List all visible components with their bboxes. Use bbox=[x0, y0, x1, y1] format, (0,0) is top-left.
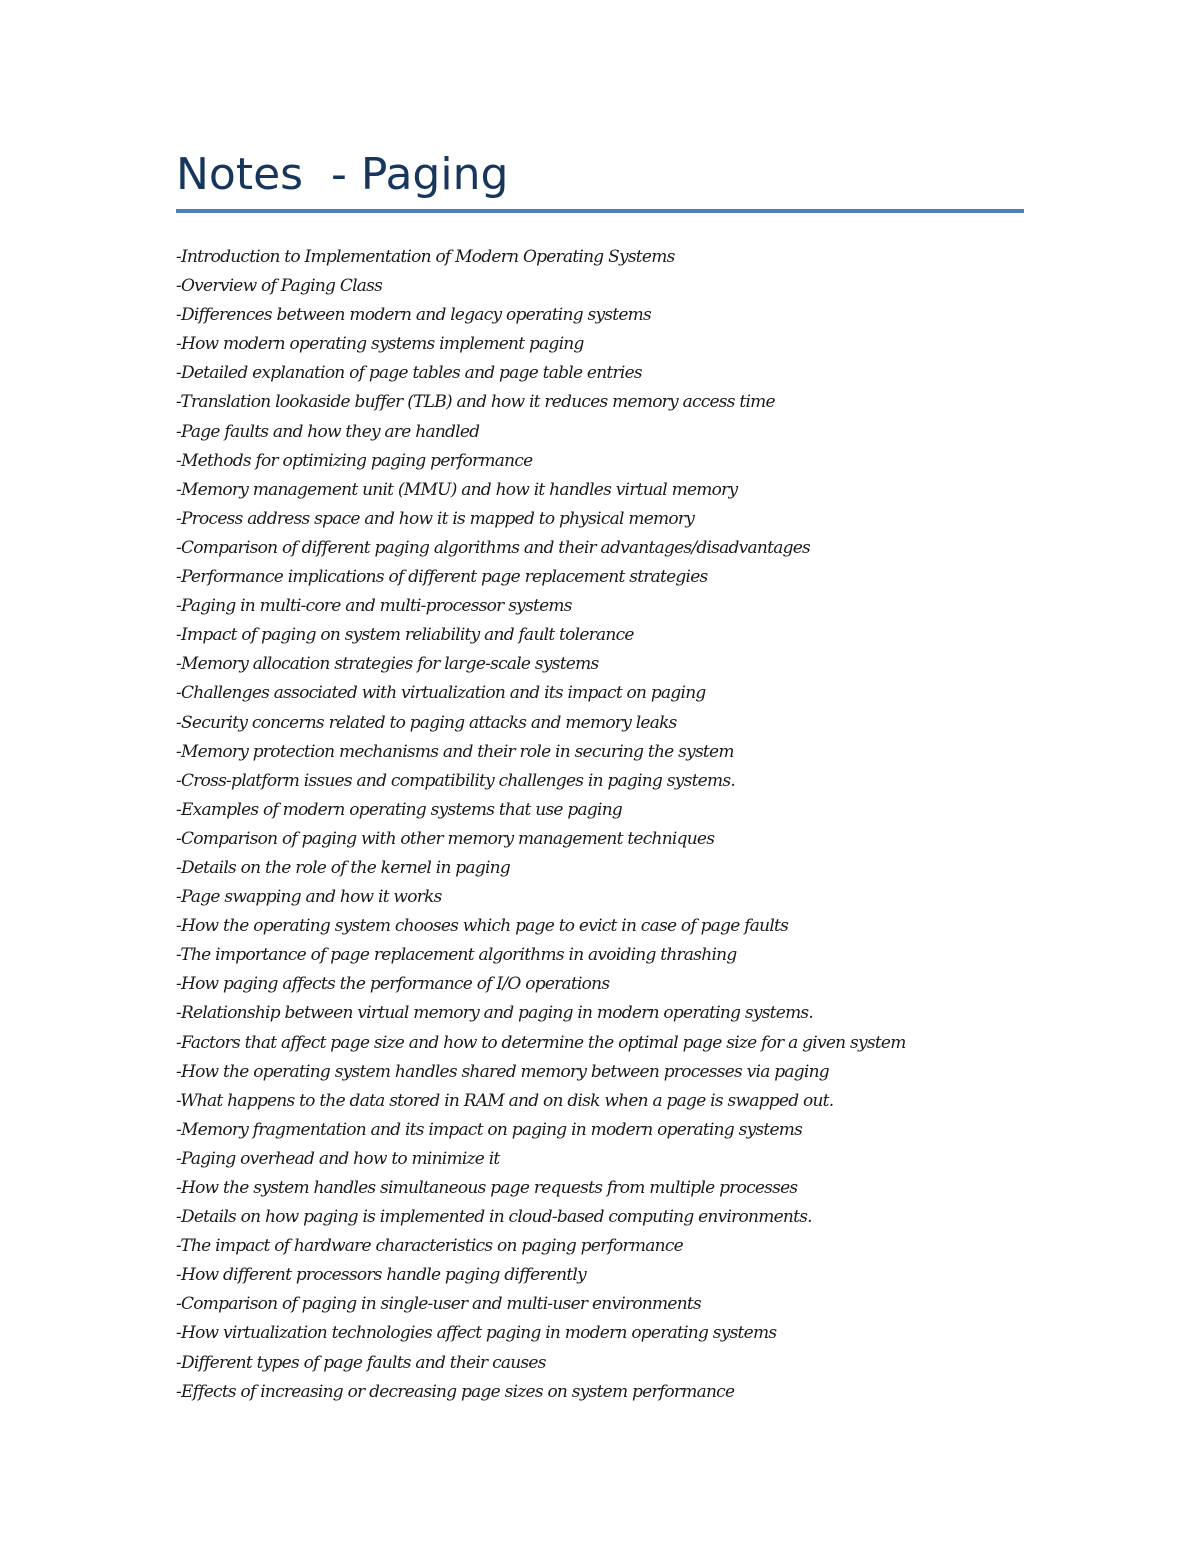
note-item: -Different types of page faults and their causes bbox=[176, 1352, 546, 1373]
note-item: -Detailed explanation of page tables and page table entries bbox=[176, 363, 642, 384]
note-item: -How virtualization technologies affect paging in modern operating systems bbox=[176, 1323, 777, 1344]
note-item: -Memory management unit (MMU) and how it handles virtual memory bbox=[176, 479, 738, 500]
note-item: -The importance of page replacement algorithms in avoiding thrashing bbox=[176, 945, 737, 966]
title-underline bbox=[176, 209, 1024, 213]
note-item: -Security concerns related to paging attacks and memory leaks bbox=[176, 712, 677, 733]
note-item: -Paging in multi-core and multi-processor systems bbox=[176, 596, 572, 617]
note-item: -Memory fragmentation and its impact on paging in modern operating systems bbox=[176, 1119, 803, 1140]
note-item: -What happens to the data stored in RAM and on disk when a page is swapped out. bbox=[176, 1090, 834, 1111]
note-item: -How different processors handle paging differently bbox=[176, 1265, 586, 1286]
note-item: -Page faults and how they are handled bbox=[176, 421, 480, 442]
note-item: -How paging affects the performance of I/O operations bbox=[176, 974, 610, 995]
note-item: -How the operating system handles shared memory between processes via paging bbox=[176, 1061, 829, 1082]
note-item: -Comparison of different paging algorithms and their advantages/disadvantages bbox=[176, 537, 810, 558]
note-item: -How the operating system chooses which page to evict in case of page faults bbox=[176, 916, 789, 937]
note-item: -Challenges associated with virtualization and its impact on paging bbox=[176, 683, 706, 704]
note-item: -Impact of paging on system reliability and fault tolerance bbox=[176, 625, 634, 646]
note-item: -Process address space and how it is mapped to physical memory bbox=[176, 508, 695, 529]
note-item: -Cross-platform issues and compatibility challenges in paging systems. bbox=[176, 770, 735, 791]
note-item: -Translation lookaside buffer (TLB) and how it reduces memory access time bbox=[176, 392, 775, 413]
note-item: -Effects of increasing or decreasing page sizes on system performance bbox=[176, 1381, 735, 1402]
note-item: -Relationship between virtual memory and paging in modern operating systems. bbox=[176, 1003, 814, 1024]
note-item: -Introduction to Implementation of Modern Operating Systems bbox=[176, 247, 675, 267]
note-item: -Differences between modern and legacy operating systems bbox=[176, 305, 652, 326]
note-item: -Page swapping and how it works bbox=[176, 887, 442, 908]
note-item: -Overview of Paging Class bbox=[176, 276, 383, 297]
note-item: -Details on how paging is implemented in cloud-based computing environments. bbox=[176, 1207, 812, 1228]
note-item: -How the system handles simultaneous page requests from multiple processes bbox=[176, 1178, 798, 1198]
page-title: Notes - Paging bbox=[176, 149, 509, 200]
note-item: -The impact of hardware characteristics on paging performance bbox=[176, 1236, 683, 1257]
note-item: -Paging overhead and how to minimize it bbox=[176, 1148, 500, 1169]
note-item: -How modern operating systems implement paging bbox=[176, 334, 584, 355]
note-item: -Comparison of paging with other memory management techniques bbox=[176, 828, 715, 849]
note-item: -Details on the role of the kernel in paging bbox=[176, 857, 510, 878]
notes-list bbox=[176, 243, 1036, 1407]
note-item: -Performance implications of different page replacement strategies bbox=[176, 567, 708, 588]
note-item: -Examples of modern operating systems that use paging bbox=[176, 799, 623, 820]
note-item: -Memory allocation strategies for large-scale systems bbox=[176, 654, 599, 675]
note-item: -Memory protection mechanisms and their role in securing the system bbox=[176, 741, 734, 762]
note-item: -Comparison of paging in single-user and multi-user environments bbox=[176, 1294, 701, 1315]
note-item: -Methods for optimizing paging performance bbox=[176, 450, 533, 471]
note-item: -Factors that affect page size and how to determine the optimal page size for a given system bbox=[176, 1032, 906, 1053]
